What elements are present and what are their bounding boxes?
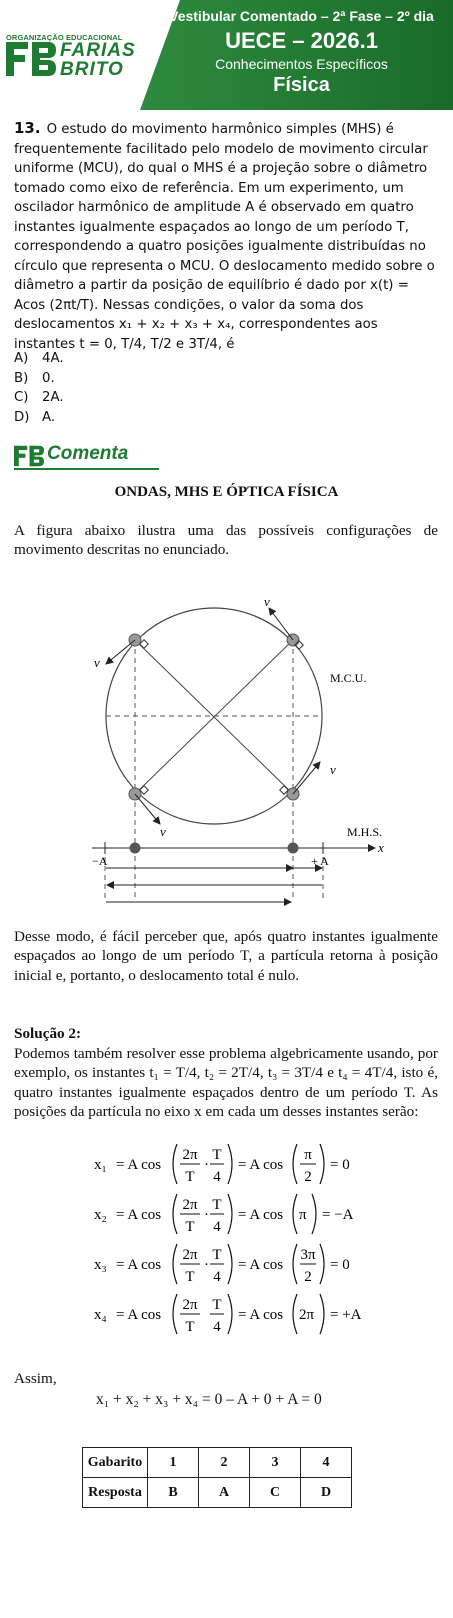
fraction-denominator: T (185, 1319, 195, 1335)
left-paren (173, 1244, 177, 1284)
option-letter: D) (14, 409, 30, 425)
right-paren (228, 1294, 232, 1334)
fraction-numerator: π (304, 1147, 312, 1163)
left-paren (173, 1294, 177, 1334)
equation-lhs: x₄ (94, 1307, 107, 1323)
solution-title: Solução 2: (14, 1025, 82, 1042)
table-cell: 2 (199, 1448, 250, 1478)
fraction-numerator: T (212, 1147, 222, 1163)
option-text: A. (42, 409, 56, 425)
option-text: 0. (42, 370, 55, 386)
equation-result: = +A (330, 1307, 362, 1323)
org-caption: ORGANIZAÇÃO EDUCACIONAL (6, 33, 123, 42)
fraction-denominator: 2 (304, 1169, 312, 1185)
equation-lhs: x₃ (94, 1257, 107, 1273)
fraction-denominator: 4 (213, 1219, 221, 1235)
option-letter: C) (14, 390, 29, 405)
exam-subtitle: Vestibular Comentado – 2ª Fase – 2º dia (169, 8, 434, 24)
answer-table (82, 1447, 352, 1508)
equation-cos-text: = A cos (116, 1257, 162, 1273)
logo-word-brito: BRITO (60, 59, 124, 80)
table-cell: 4 (301, 1448, 352, 1478)
question-number: 13. (14, 119, 41, 137)
option-letter: B) (14, 370, 29, 386)
fraction-numerator: T (212, 1247, 222, 1263)
left-paren (293, 1294, 297, 1334)
multiply-dot: · (204, 1207, 209, 1223)
option-text: 2A. (42, 390, 64, 405)
multiply-dot: · (204, 1257, 209, 1273)
left-paren (293, 1244, 297, 1284)
equation-cos-text: = A cos (116, 1157, 162, 1173)
paragraph-conclusion: Desse modo, é fácil perceber que, após quatro instantes igualmente espaçados ao longo de um período T, a partícula retorna à posição inicial e, portanto, o deslocamento total é nulo. (14, 928, 438, 984)
equation-cos-text: = A cos (238, 1257, 284, 1273)
multiply-dot: · (204, 1157, 209, 1173)
right-paren (312, 1194, 316, 1234)
table-header-cell: Gabarito (83, 1448, 148, 1478)
fraction-denominator: 4 (213, 1169, 221, 1185)
comenta-underline (14, 468, 159, 470)
left-paren (173, 1144, 177, 1184)
equation-cos-text: = A cos (238, 1157, 284, 1173)
table-cell: D (301, 1478, 352, 1508)
projection-point-left (130, 843, 141, 854)
fraction-numerator: 3π (300, 1247, 316, 1263)
fraction-numerator: 2π (182, 1197, 198, 1213)
minus-a-label: −A (92, 854, 108, 868)
question-statement (14, 119, 440, 354)
table-cell: C (250, 1478, 301, 1508)
left-paren (293, 1194, 297, 1234)
sum-equation: x₁ + x₂ + x₃ + x₄ = 0 – A + 0 + A = 0 (96, 1391, 322, 1408)
mcu-label: M.C.U. (330, 671, 367, 685)
equation-cos-text: = A cos (116, 1307, 162, 1323)
table-row (83, 1478, 352, 1508)
page-header (0, 0, 453, 110)
equation-cos-text: = A cos (238, 1307, 284, 1323)
right-paren (228, 1194, 232, 1234)
fraction-denominator: T (185, 1169, 195, 1185)
left-paren (173, 1194, 177, 1234)
question-text: O estudo do movimento harmônico simples (MHS) é frequentemente facilitado pelo modelo de movimento circular uniforme (MCU), do qual o MHS é a projeção sobre o diâmetro tomado como eixo de referência. Em um experimento, um oscilador harmônico de amplitude A é observado em quatro instantes igualmente espaçados ao longo de um período T, correspondendo a quatro posições igualmente distribuídas no círculo que representa o MCU. O deslocamento medido sobre o diâmetro a partir da posição de equilíbrio é dado por x(t) = Acos (2πt/T). Nessas condições, o valor da soma dos deslocamentos x₁ + x₂ + x₃ + x₄, correspondentes aos instantes t = 0, T/4, T/2 e 3T/4, é (14, 122, 435, 352)
equation-result: = −A (322, 1207, 354, 1223)
mcu-mhs-figure (0, 590, 453, 920)
fb-logo-icon (6, 42, 56, 76)
right-paren (228, 1144, 232, 1184)
plus-a-label: + A (311, 854, 329, 868)
table-row (83, 1448, 352, 1478)
table-header-cell: Resposta (83, 1478, 148, 1508)
option-b (14, 369, 64, 389)
exam-area: Conhecimentos Específicos (215, 56, 388, 72)
equation-result: = 0 (330, 1157, 350, 1173)
equation-lhs: x₁ (94, 1157, 107, 1173)
projection-point-right (288, 843, 299, 854)
velocity-label: v (330, 762, 336, 777)
exam-title: UECE – 2026.1 (225, 28, 378, 53)
section-title: ONDAS, MHS E ÓPTICA FÍSICA (114, 484, 339, 500)
fraction-numerator: 2π (182, 1147, 198, 1163)
equation-result: = 0 (330, 1257, 350, 1273)
fraction-denominator: T (185, 1219, 195, 1235)
table-cell: 1 (148, 1448, 199, 1478)
velocity-arrow (106, 640, 135, 664)
question-options (14, 349, 64, 427)
exam-subject: Física (273, 74, 330, 96)
table-cell: 3 (250, 1448, 301, 1478)
right-paren (320, 1294, 324, 1334)
equation-lhs: x₂ (94, 1207, 107, 1223)
velocity-arrow (293, 762, 320, 794)
velocity-arrow (269, 608, 293, 640)
fraction-denominator: 2 (304, 1269, 312, 1285)
equation-cos-text: = A cos (116, 1207, 162, 1223)
option-d (14, 408, 64, 428)
logo-word-farias: FARIAS (60, 40, 136, 61)
velocity-label: v (160, 824, 166, 839)
right-paren (320, 1144, 324, 1184)
fraction-denominator: 4 (213, 1319, 221, 1335)
option-a (14, 349, 64, 369)
table-cell: A (199, 1478, 250, 1508)
table-cell: B (148, 1478, 199, 1508)
fb-small-logo-icon (14, 445, 44, 467)
x-axis-label: x (378, 840, 384, 855)
equations-block (80, 1136, 380, 1346)
option-text: 4A. (42, 351, 64, 366)
option-letter: A) (14, 351, 29, 366)
fraction-numerator: T (212, 1297, 222, 1313)
fraction-numerator: T (212, 1197, 222, 1213)
mhs-label: M.H.S. (347, 825, 383, 839)
velocity-label: v (94, 655, 100, 670)
paragraph-solution: Podemos também resolver esse problema algebricamente usando, por exemplo, os instantes t₁ = T/4, t₂ = 2T/4, t₃ = 3T/4 e t₄ = 4T/4, isto é, quatro instantes igualmente espaçados dentro de um período T. As posições da partícula no eixo x em cada um desses instantes serão: (14, 1045, 438, 1120)
velocity-arrow (135, 794, 160, 824)
velocity-label: v (264, 594, 270, 609)
option-c (14, 388, 64, 408)
comenta-label: Comenta (47, 443, 129, 464)
cos-argument: 2π (299, 1307, 315, 1323)
right-paren (228, 1244, 232, 1284)
fraction-numerator: 2π (182, 1247, 198, 1263)
equation-cos-text: = A cos (238, 1207, 284, 1223)
fraction-denominator: 4 (213, 1269, 221, 1285)
right-paren (320, 1244, 324, 1284)
fraction-denominator: T (185, 1269, 195, 1285)
left-paren (293, 1144, 297, 1184)
cos-argument: π (299, 1207, 307, 1223)
assim-label: Assim, (14, 1370, 57, 1387)
fraction-numerator: 2π (182, 1297, 198, 1313)
paragraph-intro: A figura abaixo ilustra uma das possíveis configurações de movimento descritas no enunciado. (14, 522, 438, 559)
